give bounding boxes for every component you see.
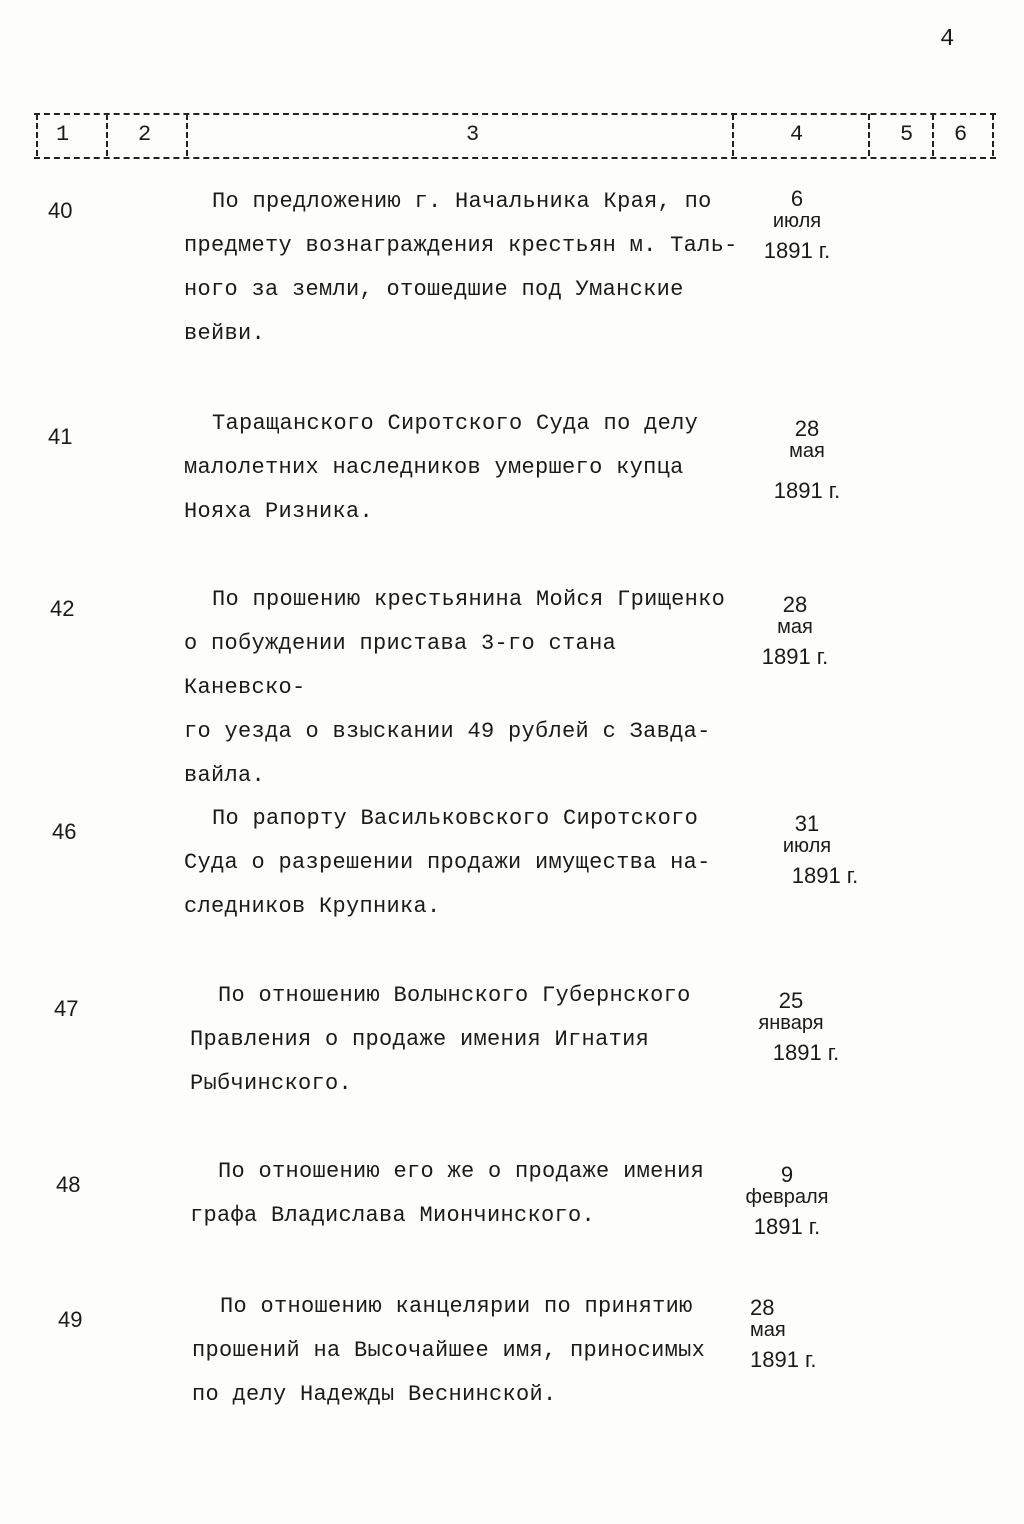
entry-number: 48 (56, 1172, 81, 1197)
entry-number: 47 (54, 996, 79, 1021)
text-line: По отношению Волынского Губернского (218, 983, 691, 1008)
text-line: По прошению крестьянина Мойся Грищенко (212, 587, 726, 612)
text-line: го уезда о взыскании 49 рублей с Завда- (184, 719, 711, 744)
text-line: По отношению его же о продаже имения (218, 1159, 705, 1184)
date-year: 1891 г. (773, 478, 841, 503)
entry-date (742, 188, 852, 262)
date-month: июля (782, 835, 832, 857)
text-line: предмету вознаграждения крестьян м. Таль- (184, 233, 738, 258)
text-line: Правления о продаже имения Игнатия (190, 1027, 650, 1052)
page-number: 4 (940, 26, 955, 53)
table-header-top-rule (34, 113, 996, 115)
entry-description (184, 797, 744, 929)
entry-number: 46 (52, 819, 77, 844)
date-day: 31 (794, 811, 820, 836)
text-line: Суда о разрешении продажи имущества на- (184, 850, 711, 875)
text-line: Нояха Ризника. (184, 499, 374, 524)
entry-description (184, 402, 744, 534)
date-month: мая (750, 1319, 786, 1341)
entry-description (184, 180, 744, 356)
entry-description (190, 974, 750, 1106)
entry-description (190, 1150, 750, 1238)
header-separator (186, 114, 188, 156)
date-year: 1891 г. (763, 238, 831, 263)
text-line: графа Владислава Миончинского. (190, 1203, 596, 1228)
date-year: 1891 г. (750, 1347, 817, 1372)
entry-date (732, 1164, 842, 1238)
text-line: По отношению канцелярии по принятию (220, 1294, 693, 1319)
column-header-2: 2 (138, 122, 152, 147)
entry-number: 42 (50, 596, 75, 621)
entry-number: 41 (48, 424, 73, 449)
entry-number: 49 (58, 1307, 83, 1332)
text-line: ного за земли, отошедшие под Уманские (184, 277, 684, 302)
entry-number: 40 (48, 198, 73, 223)
text-line: По предложению г. Начальника Края, по (212, 189, 712, 214)
text-line: Таращанского Сиротского Суда по делу (212, 411, 699, 436)
entry-date (752, 418, 862, 502)
date-month: февраля (745, 1186, 829, 1208)
text-line: по делу Надежды Веснинской. (192, 1382, 557, 1407)
header-separator (868, 114, 870, 156)
date-year: 1891 г. (772, 1040, 840, 1065)
date-month: января (758, 1012, 824, 1034)
date-month: мая (789, 440, 825, 462)
header-separator (36, 114, 38, 156)
text-line: вейви. (184, 321, 266, 346)
entry-date (740, 594, 850, 668)
column-header-1: 1 (56, 122, 70, 147)
date-day: 25 (778, 988, 804, 1013)
column-header-6: 6 (954, 122, 968, 147)
date-day: 28 (750, 1295, 775, 1320)
date-year: 1891 г. (753, 1214, 821, 1239)
date-day: 28 (794, 416, 820, 441)
table-header-bottom-rule (34, 157, 996, 159)
column-header-3: 3 (466, 122, 480, 147)
header-separator (732, 114, 734, 156)
date-year: 1891 г. (791, 863, 859, 888)
text-line: о побуждении пристава 3-го стана Каневско- (184, 631, 617, 700)
entry-description (184, 578, 744, 798)
text-line: По рапорту Васильковского Сиротского (212, 806, 699, 831)
entry-date (752, 813, 862, 887)
date-day: 28 (782, 592, 808, 617)
date-year: 1891 г. (761, 644, 829, 669)
column-header-5: 5 (900, 122, 914, 147)
date-day: 9 (780, 1162, 794, 1187)
entry-date (736, 990, 846, 1064)
text-line: Рыбчинского. (190, 1071, 353, 1096)
header-separator (992, 114, 994, 156)
column-header-4: 4 (790, 122, 804, 147)
header-separator (106, 114, 108, 156)
date-month: мая (777, 616, 813, 638)
entry-description (192, 1285, 752, 1417)
date-month: июля (772, 210, 822, 232)
text-line: прошений на Высочайшее имя, приносимых (192, 1338, 706, 1363)
text-line: следников Крупника. (184, 894, 441, 919)
header-separator (932, 114, 934, 156)
date-day: 6 (790, 186, 804, 211)
text-line: вайла. (184, 763, 266, 788)
entry-date (732, 1297, 860, 1371)
text-line: малолетних наследников умершего купца (184, 455, 684, 480)
